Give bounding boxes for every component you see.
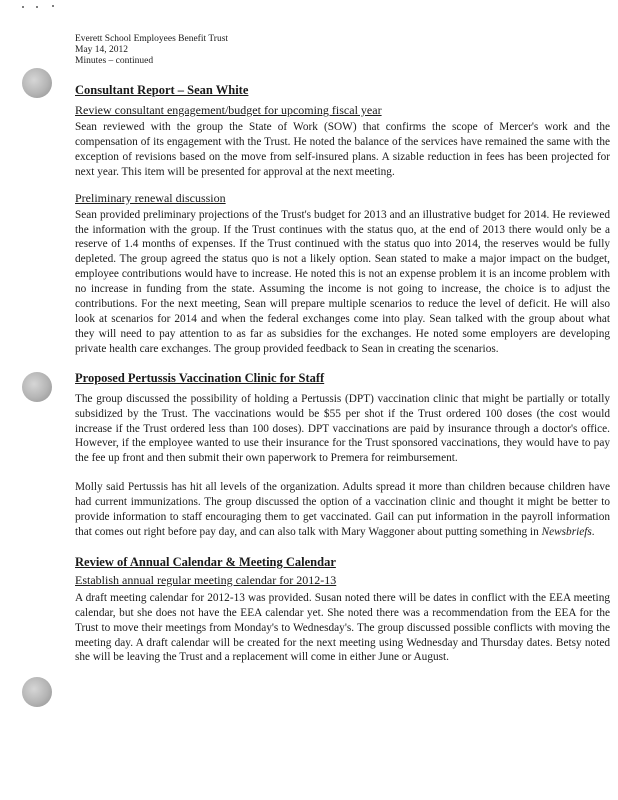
paragraph: Sean provided preliminary projections of the Trust's budget for 2013 and an illustrative budget for 2014. He reviewed the information with the group. If the Trust continues with the status quo, at the end of 2013 there would only be a reserve of 1.4 months of expenses. If the Trust continued with the status quo into 2014, the reserves would be fully depleted. The group agreed the status quo is not a likely option. Sean stated to make a major impact on the budget, employee contributions would have to increase. He noted this is not an expense problem it is an income problem with no increase in funding from the state. Assuming the income is not going to increase, the choice is to adjust the contributions. For the next meeting, Sean will prepare multiple scenarios to reduce the level of deficit. He will also look at scenarios for 2014 and when the federal exchanges come into play. Sean talked with the group about what they will need to pay attention to as far as subsidies for the exchanges. He noted some employers are developing private health care exchanges. The group provided feedback to Sean in creating the scenarios. bbox=[75, 208, 610, 355]
binder-hole bbox=[22, 677, 52, 707]
document-body bbox=[75, 34, 610, 665]
newsbriefs-title: Newsbriefs bbox=[541, 525, 592, 538]
subsection-title: Preliminary renewal discussion bbox=[75, 190, 226, 205]
binder-hole bbox=[22, 372, 52, 402]
paragraph: A draft meeting calendar for 2012-13 was provided. Susan noted there will be dates in conflict with the EEA meeting calendar, but she does not have the EEA calendar yet. She noted there was a recommendation from the EEA for the Trust to move their meetings from Monday's to Wednesday's. The group discussed possible conflicts with moving the meeting day. A draft calendar will be created for the next meeting using Wednesday and Thursday dates. Betsy noted she will be leaving the Trust and a replacement will come in either June or August. bbox=[75, 591, 610, 664]
scan-speck bbox=[52, 5, 54, 7]
paragraph: Sean reviewed with the group the State of Work (SOW) that confirms the scope of Mercer's work and the compensation of its engagement with the Trust. He noted the balance of the services have remained the same with the exception of revisions based on the move from self-insured plans. A sizable reduction in fees has been projected for next year. This item will be presented for approval at the next meeting. bbox=[75, 121, 610, 178]
section-consultant-report bbox=[75, 83, 610, 357]
section-title: Review of Annual Calendar & Meeting Calendar bbox=[75, 554, 336, 569]
header-org: Everett School Employees Benefit Trust bbox=[75, 34, 229, 44]
section-pertussis-clinic bbox=[75, 371, 610, 540]
paragraph bbox=[75, 480, 610, 540]
paragraph-end: . bbox=[591, 525, 595, 538]
section-title: Proposed Pertussis Vaccination Clinic for Staff bbox=[75, 370, 325, 385]
subsection-title: Establish annual regular meeting calendar for 2012-13 bbox=[75, 572, 337, 587]
section-title: Consultant Report – Sean White bbox=[75, 83, 249, 97]
scan-speck bbox=[36, 6, 38, 8]
binder-hole bbox=[22, 68, 52, 98]
scan-speck bbox=[22, 6, 24, 8]
paragraph: The group discussed the possibility of holding a Pertussis (DPT) vaccination clinic that might be partially or totally subsidized by the Trust. The vaccinations would be $55 per shot if the Trust ordered 100 doses (the cost would increase if the Trust ordered less than 100 doses). DPT vaccinations are paid by insurance through a doctor's office. However, if the employee wanted to use their insurance for the Trust sponsored vaccinations, they would have to pay the fee up front and then submit their own paperwork to Premera for reimbursement. bbox=[75, 392, 610, 465]
page-header bbox=[75, 34, 610, 67]
header-subtitle: Minutes – continued bbox=[75, 56, 154, 66]
section-annual-calendar bbox=[75, 555, 610, 666]
paragraph-text: Molly said Pertussis has hit all levels of the organization. Adults spread it more than children because children have had current immunizations. The group discussed the option of a vaccination clinic and thought it might be better to provide information to staff encouraging them to get vaccinated. Gail can put information in the payroll information that comes out right before pay day, and can also talk with Mary Waggoner about putting something in bbox=[75, 481, 610, 538]
subsection-title: Review consultant engagement/budget for upcoming fiscal year bbox=[75, 103, 382, 117]
header-date: May 14, 2012 bbox=[75, 45, 129, 55]
